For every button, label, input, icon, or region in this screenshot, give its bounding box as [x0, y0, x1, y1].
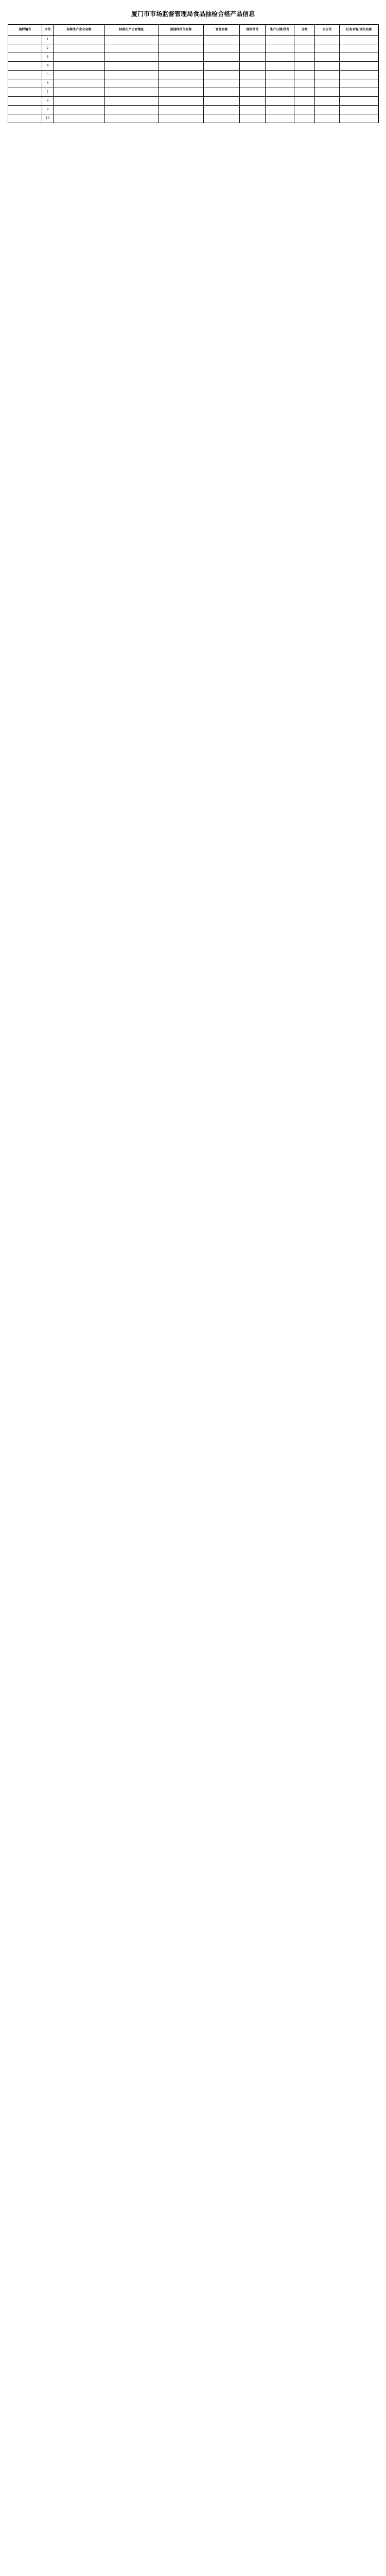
- table-cell: 3: [42, 53, 54, 62]
- column-header-manufacturer-address: 标称生产企业地址: [105, 25, 159, 36]
- table-cell: [266, 36, 294, 44]
- table-cell: [340, 44, 379, 53]
- table-cell: [204, 88, 240, 97]
- table-cell: [204, 97, 240, 106]
- table-cell: [54, 79, 105, 88]
- table-cell: [54, 44, 105, 53]
- table-cell: 10: [42, 114, 54, 123]
- table-cell: [54, 36, 105, 44]
- table-header: [8, 25, 379, 36]
- table-row: [8, 62, 379, 71]
- table-cell: 8: [42, 97, 54, 106]
- table-row: [8, 36, 379, 44]
- column-header-sampled-unit: 被抽样单位名称: [159, 25, 204, 36]
- column-header-notice-number: 公告号: [315, 25, 340, 36]
- table-cell: [294, 79, 315, 88]
- table-cell: [240, 53, 266, 62]
- table-cell: [294, 114, 315, 123]
- table-cell: [266, 79, 294, 88]
- table-cell: [159, 88, 204, 97]
- table-cell: [54, 53, 105, 62]
- table-cell: [105, 53, 159, 62]
- table-cell: [294, 71, 315, 79]
- table-cell: [8, 62, 42, 71]
- table-cell: [315, 71, 340, 79]
- table-cell: [240, 79, 266, 88]
- table-cell: [315, 62, 340, 71]
- table-cell: 1: [42, 36, 54, 44]
- table-cell: 9: [42, 106, 54, 114]
- table-cell: [266, 88, 294, 97]
- table-row: [8, 53, 379, 62]
- table-cell: [204, 62, 240, 71]
- table-cell: [340, 71, 379, 79]
- table-cell: [240, 71, 266, 79]
- table-cell: [8, 97, 42, 106]
- table-cell: [54, 88, 105, 97]
- table-cell: [105, 88, 159, 97]
- table-cell: [159, 114, 204, 123]
- table-cell: [8, 44, 42, 53]
- table-cell: [340, 53, 379, 62]
- table-cell: [266, 97, 294, 106]
- table-cell: [159, 44, 204, 53]
- table-cell: [8, 36, 42, 44]
- table-cell: [105, 62, 159, 71]
- table-cell: [340, 79, 379, 88]
- table-cell: [159, 106, 204, 114]
- table-cell: [315, 114, 340, 123]
- table-cell: [294, 44, 315, 53]
- table-cell: [340, 97, 379, 106]
- table-cell: [240, 106, 266, 114]
- inspection-table: [8, 24, 379, 123]
- table-cell: [315, 88, 340, 97]
- table-row: [8, 114, 379, 123]
- table-cell: [266, 62, 294, 71]
- table-cell: [340, 88, 379, 97]
- table-cell: [204, 36, 240, 44]
- table-cell: [105, 97, 159, 106]
- table-cell: [105, 114, 159, 123]
- table-cell: 2: [42, 44, 54, 53]
- table-cell: [54, 71, 105, 79]
- table-cell: [266, 71, 294, 79]
- table-row: [8, 71, 379, 79]
- table-cell: [105, 79, 159, 88]
- column-header-food-name: 食品名称: [204, 25, 240, 36]
- table-cell: [105, 71, 159, 79]
- table-cell: [266, 44, 294, 53]
- table-cell: [240, 36, 266, 44]
- table-cell: [54, 106, 105, 114]
- table-cell: [240, 97, 266, 106]
- table-cell: [340, 114, 379, 123]
- table-row: [8, 106, 379, 114]
- table-body: [8, 36, 379, 123]
- table-row: [8, 97, 379, 106]
- table-cell: [8, 53, 42, 62]
- table-cell: [266, 106, 294, 114]
- table-cell: [294, 88, 315, 97]
- table-cell: [105, 36, 159, 44]
- table-cell: [340, 62, 379, 71]
- table-cell: [294, 36, 315, 44]
- table-cell: [204, 44, 240, 53]
- table-cell: [240, 88, 266, 97]
- table-cell: [105, 44, 159, 53]
- table-cell: [54, 114, 105, 123]
- column-header-category: 分类: [294, 25, 315, 36]
- table-row: [8, 79, 379, 88]
- table-cell: [240, 44, 266, 53]
- table-cell: [240, 114, 266, 123]
- table-cell: 5: [42, 71, 54, 79]
- table-cell: [294, 62, 315, 71]
- table-cell: [105, 106, 159, 114]
- table-cell: [159, 36, 204, 44]
- table-cell: [204, 79, 240, 88]
- table-cell: [266, 114, 294, 123]
- table-cell: [204, 106, 240, 114]
- table-cell: [204, 71, 240, 79]
- table-cell: [315, 44, 340, 53]
- column-header-production-date: 生产日期/批号: [266, 25, 294, 36]
- table-cell: [315, 97, 340, 106]
- table-cell: [315, 106, 340, 114]
- table-cell: [315, 36, 340, 44]
- table-cell: [340, 106, 379, 114]
- table-cell: [159, 53, 204, 62]
- table-cell: 4: [42, 62, 54, 71]
- table-cell: [8, 114, 42, 123]
- table-cell: [8, 106, 42, 114]
- table-cell: [54, 62, 105, 71]
- table-cell: [159, 97, 204, 106]
- column-header-index: 序号: [42, 25, 54, 36]
- document-page: [0, 0, 386, 133]
- table-cell: [204, 53, 240, 62]
- table-header-row: [8, 25, 379, 36]
- table-cell: [54, 97, 105, 106]
- table-cell: [315, 53, 340, 62]
- table-cell: [159, 71, 204, 79]
- table-cell: [240, 62, 266, 71]
- table-row: [8, 44, 379, 53]
- table-cell: [315, 79, 340, 88]
- column-header-sample-id: 抽样编号: [8, 25, 42, 36]
- table-cell: [159, 62, 204, 71]
- table-cell: [294, 106, 315, 114]
- table-cell: [294, 53, 315, 62]
- table-cell: 7: [42, 88, 54, 97]
- table-cell: [159, 79, 204, 88]
- table-row: [8, 88, 379, 97]
- table-cell: [294, 97, 315, 106]
- table-cell: [266, 53, 294, 62]
- column-header-manufacturer-name: 标称生产企业名称: [54, 25, 105, 36]
- table-cell: 6: [42, 79, 54, 88]
- column-header-specification: 规格型号: [240, 25, 266, 36]
- column-header-task-source: 任务来源/项目名称: [340, 25, 379, 36]
- table-cell: [340, 36, 379, 44]
- table-cell: [8, 79, 42, 88]
- table-cell: [8, 88, 42, 97]
- document-title: 厦门市市场监督管理局食品抽检合格产品信息: [131, 10, 255, 18]
- table-cell: [204, 114, 240, 123]
- table-cell: [8, 71, 42, 79]
